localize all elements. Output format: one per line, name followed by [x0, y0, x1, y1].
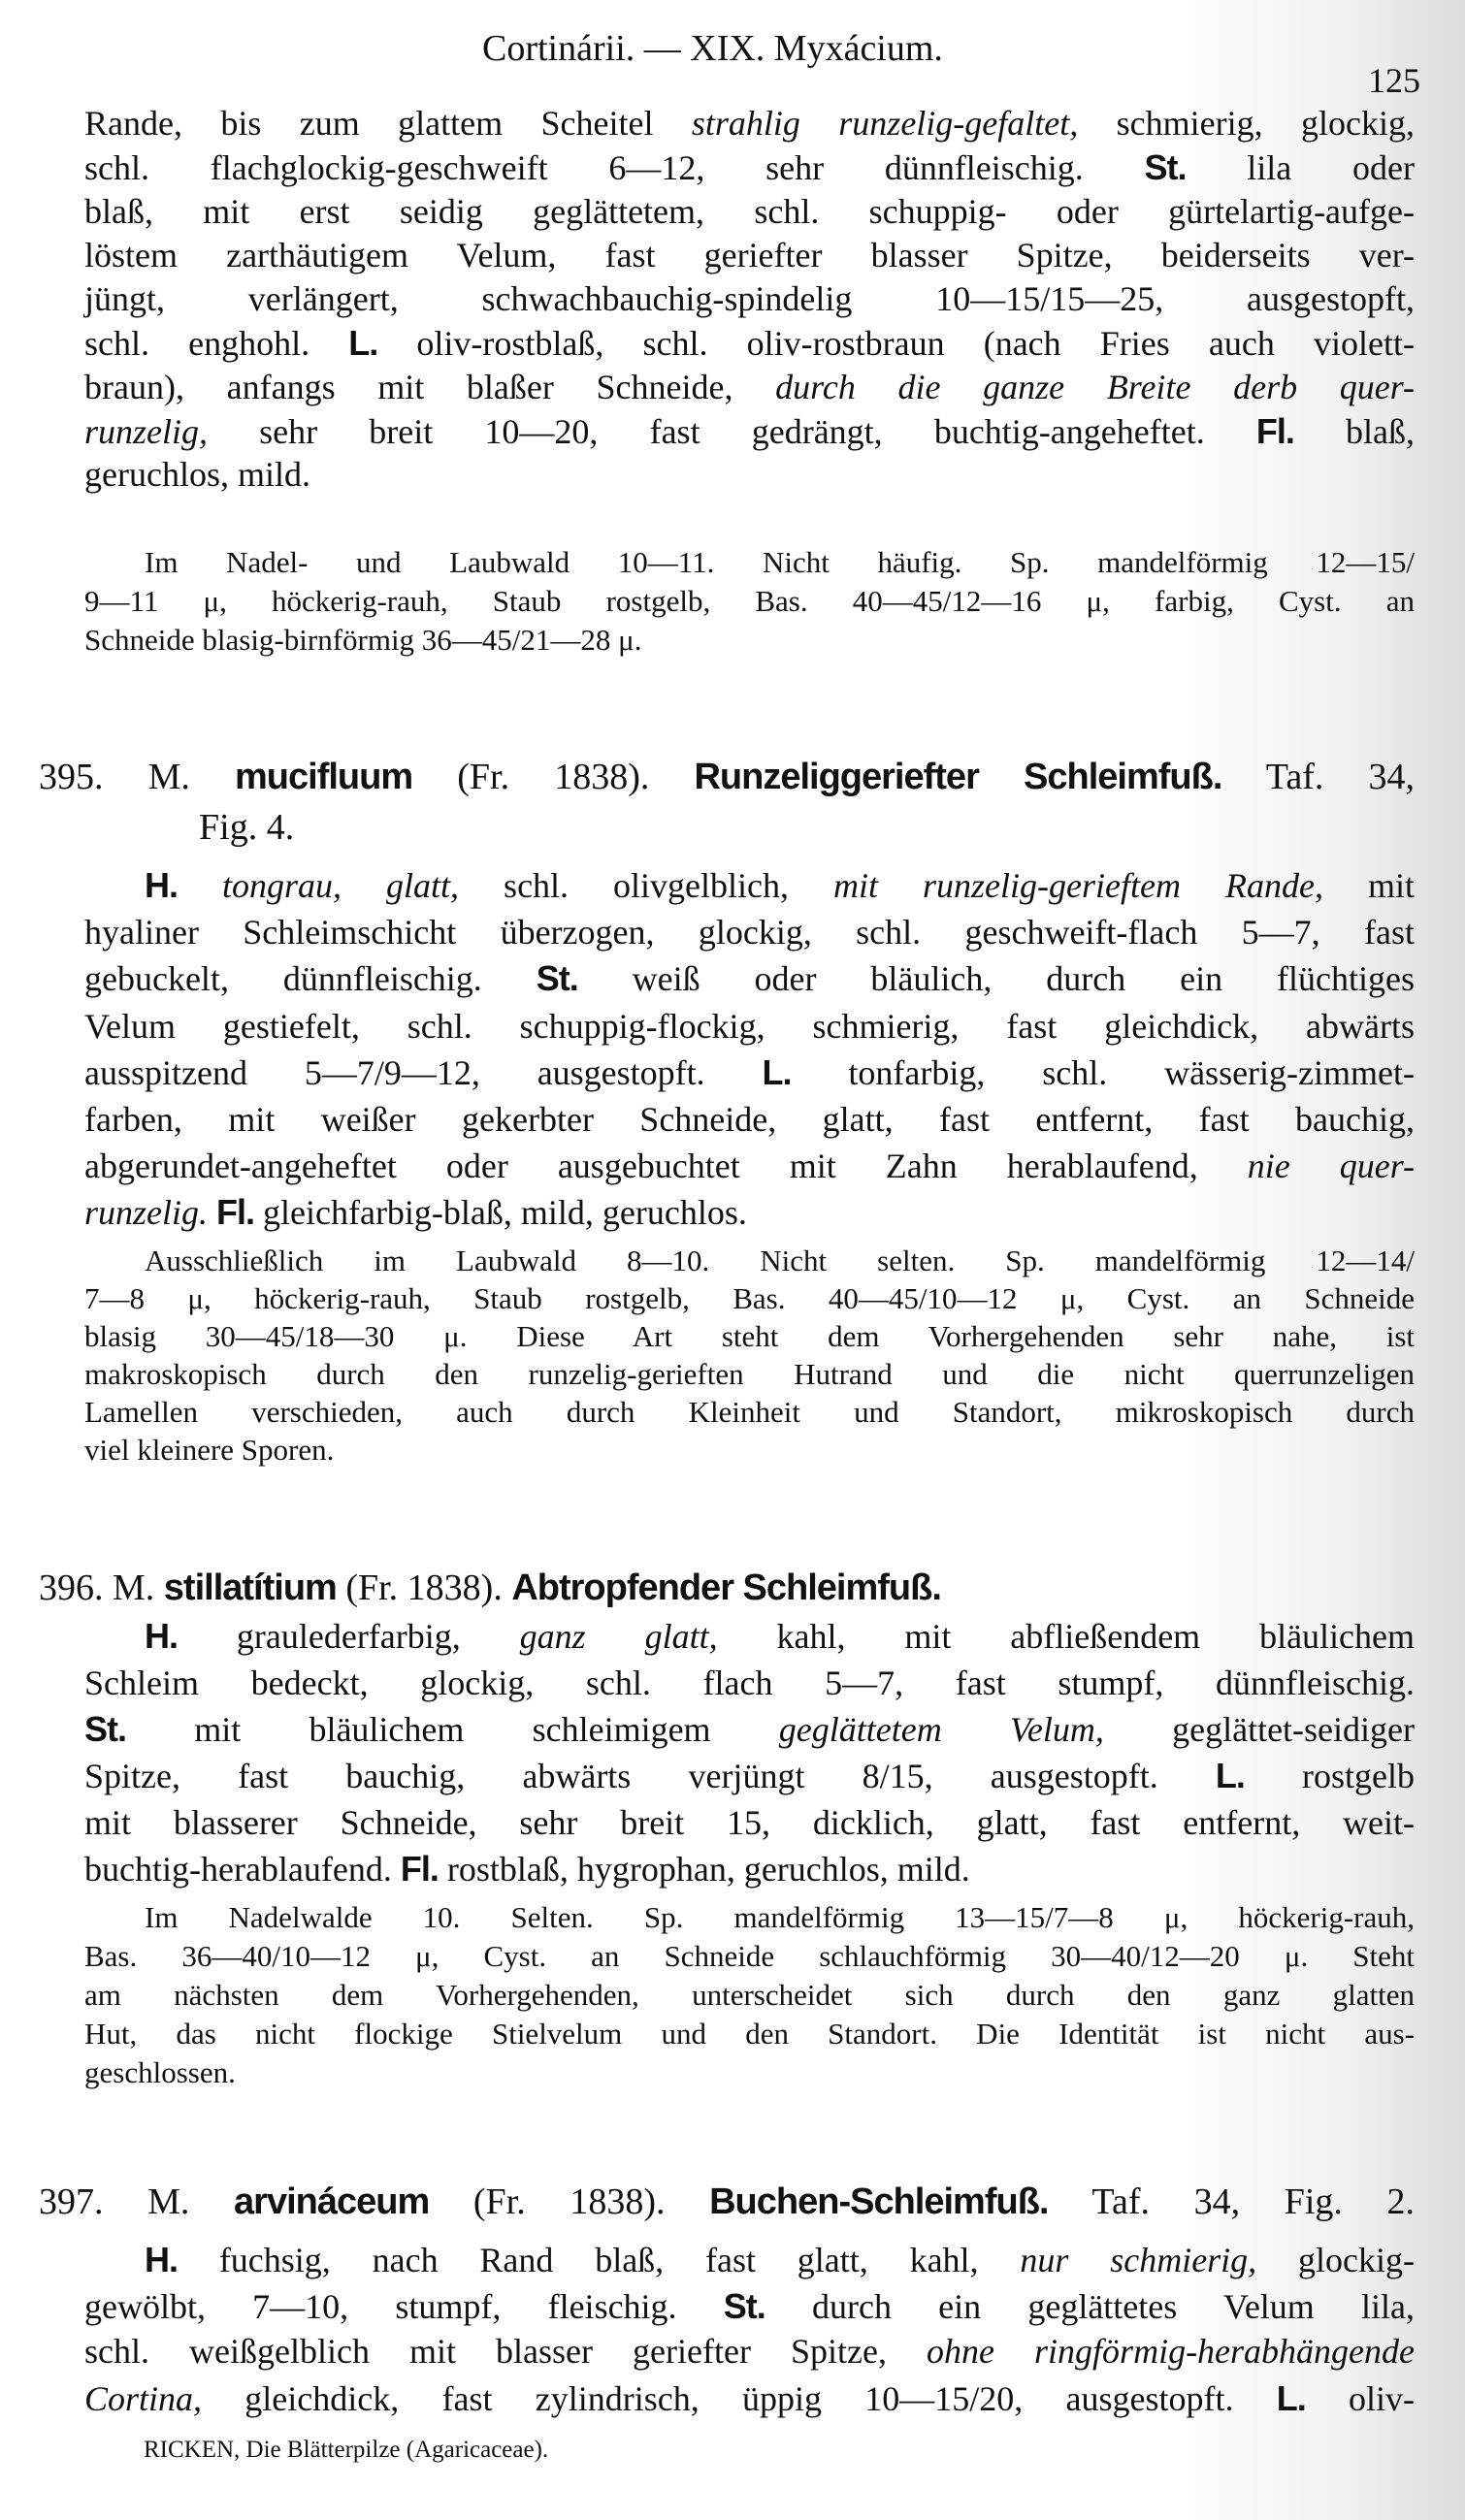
- text-line: [84, 955, 1415, 1002]
- text-run: Im Nadelwalde 10. Selten. Sp. mandelförmig 13—15/7—8 μ, höckerig-rauh,: [145, 1900, 1415, 1934]
- text-run: (Fr. 1838).: [336, 1567, 512, 1608]
- text-line: [84, 1050, 1415, 1096]
- bold-term: Runzeliggeriefter Schleimfuß.: [694, 757, 1222, 797]
- text-run: Schneide blasig-birnförmig 36—45/21—28 μ.: [84, 623, 642, 657]
- italic-text: runzelig.: [84, 1193, 209, 1233]
- text-run: gewölbt, 7—10, stumpf, fleischig.: [84, 2286, 724, 2326]
- text-run: lila oder: [1186, 148, 1415, 188]
- entry-394-notes: [84, 543, 1415, 660]
- text-line: [39, 1565, 1415, 1611]
- running-title: Cortinárii. — XIX. Myxácium.: [482, 28, 943, 69]
- text-run: schl. weißgelblich mit blasser geriefter Spitze,: [84, 2332, 928, 2371]
- bold-term: St.: [1144, 147, 1187, 188]
- text-run: rostgelb: [1244, 1757, 1415, 1795]
- text-run: glockig-: [1256, 2241, 1415, 2279]
- text-run: weiß oder bläulich, durch ein flüchtiges: [577, 959, 1415, 999]
- text-run: geruchlos, mild.: [84, 455, 310, 495]
- bold-term: St.: [723, 2285, 765, 2326]
- text-run: schl. flachglockig-geschweift 6—12, sehr dünnfleischig.: [84, 148, 1145, 188]
- text-line: [84, 1355, 1415, 1393]
- bold-term: L.: [762, 1051, 792, 1092]
- text-run: Taf. 34,: [1221, 757, 1415, 797]
- text-run: buchtig-herablaufend.: [84, 1850, 401, 1889]
- text-run: Fig. 4.: [199, 807, 295, 848]
- text-run: mit: [1322, 866, 1415, 905]
- entry-395-description: [84, 862, 1415, 1237]
- text-run: abgerundet-angeheftet oder ausgebuchtet mit Zahn herablaufend,: [84, 1147, 1248, 1186]
- bold-term: Fl.: [400, 1849, 439, 1889]
- printer-signature: RICKEN, Die Blätterpilze (Agaricaceae).: [144, 2437, 549, 2463]
- text-run: schmierig, glockig,: [1078, 104, 1416, 143]
- text-line: [84, 1937, 1415, 1976]
- bold-term: arvináceum: [234, 2181, 430, 2222]
- italic-text: nie quer-: [1247, 1147, 1415, 1186]
- text-line: [84, 1003, 1415, 1050]
- text-line: [84, 2283, 1415, 2330]
- entry-394-continuation: [84, 102, 1415, 498]
- text-run: am nächsten dem Vorhergehenden, unterscheidet sich durch den ganz glatten: [84, 1978, 1415, 2012]
- text-line: [84, 409, 1415, 453]
- text-run: sehr breit 10—20, fast gedrängt, buchtig-angeheftet.: [208, 412, 1256, 452]
- text-run: mit blasserer Schneide, sehr breit 15, dicklich, glatt, fast entfernt, weit-: [84, 1803, 1415, 1842]
- bold-term: L.: [348, 323, 378, 364]
- text-run: schl. olivgelblich,: [459, 866, 834, 905]
- text-run: Ausschließlich im Laubwald 8—10. Nicht selten. Sp. mandelförmig 12—14/: [145, 1244, 1415, 1277]
- italic-text: durch die ganze Breite derb quer-: [775, 367, 1415, 406]
- entry-396-description: [84, 1613, 1415, 1892]
- text-run: tonfarbig, schl. wässerig-zimmet-: [791, 1052, 1415, 1092]
- text-line: [84, 277, 1415, 321]
- bold-term: stillatítium: [163, 1567, 337, 1608]
- text-run: farben, mit weißer gekerbter Schneide, glatt, fast entfernt, fast bauchig,: [84, 1099, 1415, 1139]
- page-number: 125: [1368, 61, 1420, 100]
- text-run: durch ein geglättetes Velum lila,: [765, 2286, 1415, 2326]
- text-line: [39, 802, 1415, 853]
- text-line: [84, 1753, 1415, 1799]
- text-line: [84, 2375, 1415, 2422]
- text-line: [84, 1898, 1415, 1937]
- text-run: oliv-rostblaß, schl. oliv-rostbraun (nach Fries auch violett-: [377, 324, 1415, 364]
- text-run: viel kleinere Sporen.: [84, 1433, 335, 1467]
- text-line: [84, 621, 1415, 660]
- text-run: gleichfarbig-blaß, mild, geruchlos.: [254, 1193, 747, 1233]
- text-run: 397. M.: [39, 2181, 235, 2222]
- text-line: [84, 1189, 1415, 1236]
- text-run: geschlossen.: [84, 2055, 236, 2089]
- text-line: [84, 2015, 1415, 2053]
- text-run: fuchsig, nach Rand blaß, fast glatt, kahl,: [178, 2241, 1021, 2279]
- bold-term: L.: [1215, 1756, 1245, 1795]
- text-run: jüngt, verlängert, schwachbauchig-spindelig 10—15/15—25, ausgestopft,: [84, 279, 1415, 319]
- text-line: [84, 1143, 1415, 1189]
- text-run: oliv-: [1305, 2378, 1415, 2418]
- text-line: [84, 190, 1415, 234]
- italic-text: ganz glatt,: [519, 1617, 718, 1656]
- text-run: blaß, mit erst seidig geglättetem, schl. schuppig- oder gürtelartig-aufge-: [84, 191, 1415, 231]
- text-run: (Fr. 1838).: [429, 2181, 710, 2222]
- italic-text: mit runzelig-gerieftem Rande,: [833, 866, 1323, 905]
- text-run: Rande, bis zum glattem Scheitel: [84, 104, 692, 143]
- text-line: [84, 1660, 1415, 1706]
- entry-397-heading: [39, 2179, 1415, 2225]
- text-run: rostblaß, hygrophan, geruchlos, mild.: [438, 1850, 970, 1889]
- text-run: ausspitzend 5—7/9—12, ausgestopft.: [84, 1052, 763, 1092]
- text-line: [84, 543, 1415, 582]
- text-line: [84, 1317, 1415, 1355]
- text-run: Velum gestiefelt, schl. schuppig-flockig, schmierig, fast gleichdick, abwärts: [84, 1006, 1415, 1046]
- bold-term: Fl.: [1255, 411, 1294, 452]
- text-run: geglättet-seidiger: [1103, 1710, 1416, 1749]
- text-line: [84, 862, 1415, 909]
- bold-term: St.: [536, 958, 578, 999]
- text-run: hyaliner Schleimschicht überzogen, glockig, schl. geschweift-flach 5—7, fast: [84, 913, 1415, 953]
- bold-term: Buchen-Schleimfuß.: [709, 2181, 1049, 2222]
- bold-term: H.: [145, 2240, 178, 2279]
- text-line: [84, 145, 1415, 189]
- text-run: 9—11 μ, höckerig-rauh, Staub rostgelb, Bas. 40—45/12—16 μ, farbig, Cyst. an: [84, 584, 1415, 618]
- text-run: Lamellen verschieden, auch durch Kleinheit und Standort, mikroskopisch durch: [84, 1395, 1415, 1429]
- text-line: [84, 2329, 1415, 2375]
- text-line: [84, 321, 1415, 365]
- text-run: [178, 866, 222, 905]
- text-line: [84, 1096, 1415, 1143]
- text-line: [84, 234, 1415, 277]
- text-run: schl. enghohl.: [84, 324, 349, 364]
- text-run: Schleim bedeckt, glockig, schl. flach 5—7, fast stumpf, dünnfleischig.: [84, 1664, 1415, 1702]
- text-run: makroskopisch durch den runzelig-gerieften Hutrand und die nicht querrunzeligen: [84, 1357, 1415, 1391]
- text-line: [84, 1613, 1415, 1660]
- text-line: [39, 2179, 1415, 2225]
- text-run: blasig 30—45/18—30 μ. Diese Art steht dem Vorhergehenden sehr nahe, ist: [84, 1319, 1415, 1353]
- italic-text: runzelig,: [84, 412, 209, 452]
- italic-text: Cortina,: [84, 2378, 203, 2418]
- italic-text: geglättetem Velum,: [778, 1710, 1104, 1749]
- entry-395-heading: [39, 752, 1415, 853]
- text-line: [39, 752, 1415, 802]
- entry-395-notes: [84, 1242, 1415, 1469]
- text-run: gleichdick, fast zylindrisch, üppig 10—15/20, ausgestopft.: [202, 2378, 1277, 2418]
- entry-396-notes: [84, 1898, 1415, 2092]
- bold-term: St.: [84, 1709, 127, 1749]
- italic-text: nur schmierig,: [1020, 2241, 1257, 2279]
- bold-term: Fl.: [216, 1192, 255, 1233]
- text-line: [84, 2053, 1415, 2092]
- entry-396-heading: [39, 1565, 1415, 1611]
- text-run: gebuckelt, dünnfleischig.: [84, 959, 537, 999]
- text-line: [84, 453, 1415, 497]
- text-line: [84, 1279, 1415, 1317]
- text-line: [84, 366, 1415, 409]
- bold-term: H.: [145, 1616, 178, 1656]
- text-line: [84, 1393, 1415, 1431]
- bold-term: Abtropfender Schleimfuß.: [511, 1567, 941, 1608]
- text-line: [84, 909, 1415, 955]
- text-line: [84, 1242, 1415, 1279]
- italic-text: tongrau, glatt,: [222, 866, 460, 905]
- text-run: kahl, mit abfließendem bläulichem: [717, 1617, 1416, 1656]
- entry-397-description: [84, 2237, 1415, 2421]
- text-run: (Fr. 1838).: [412, 757, 695, 797]
- text-line: [84, 1706, 1415, 1753]
- bold-term: H.: [145, 865, 178, 905]
- text-line: [84, 2237, 1415, 2283]
- text-run: Bas. 36—40/10—12 μ, Cyst. an Schneide schlauchförmig 30—40/12—20 μ. Steht: [84, 1939, 1415, 1973]
- text-run: Spitze, fast bauchig, abwärts verjüngt 8/15, ausgestopft.: [84, 1757, 1216, 1795]
- text-line: [84, 102, 1415, 145]
- bold-term: L.: [1276, 2377, 1306, 2418]
- text-run: [208, 1193, 216, 1232]
- text-run: 395. M.: [39, 757, 236, 797]
- text-run: löstem zarthäutigem Velum, fast geriefter blasser Spitze, beiderseits ver-: [84, 235, 1415, 275]
- text-run: mit bläulichem schleimigem: [126, 1710, 779, 1749]
- text-line: [84, 1976, 1415, 2015]
- italic-text: ohne ringförmig-herabhängende: [927, 2332, 1416, 2371]
- text-run: braun), anfangs mit blaßer Schneide,: [84, 367, 776, 406]
- text-run: 396. M.: [39, 1567, 164, 1608]
- text-line: [84, 1799, 1415, 1846]
- text-run: 7—8 μ, höckerig-rauh, Staub rostgelb, Bas. 40—45/10—12 μ, Cyst. an Schneide: [84, 1281, 1415, 1315]
- text-line: [84, 1846, 1415, 1892]
- text-run: Hut, das nicht flockige Stielvelum und den Standort. Die Identität ist nicht aus-: [84, 2017, 1415, 2051]
- bold-term: mucifluum: [235, 757, 413, 797]
- text-run: Im Nadel- und Laubwald 10—11. Nicht häufig. Sp. mandelförmig 12—15/: [145, 545, 1415, 579]
- italic-text: strahlig runzelig-gefaltet,: [691, 104, 1079, 143]
- text-line: [84, 1431, 1415, 1469]
- text-run: graulederfarbig,: [178, 1617, 520, 1656]
- text-run: Taf. 34, Fig. 2.: [1048, 2181, 1415, 2222]
- text-run: blaß,: [1293, 412, 1415, 452]
- text-line: [84, 582, 1415, 621]
